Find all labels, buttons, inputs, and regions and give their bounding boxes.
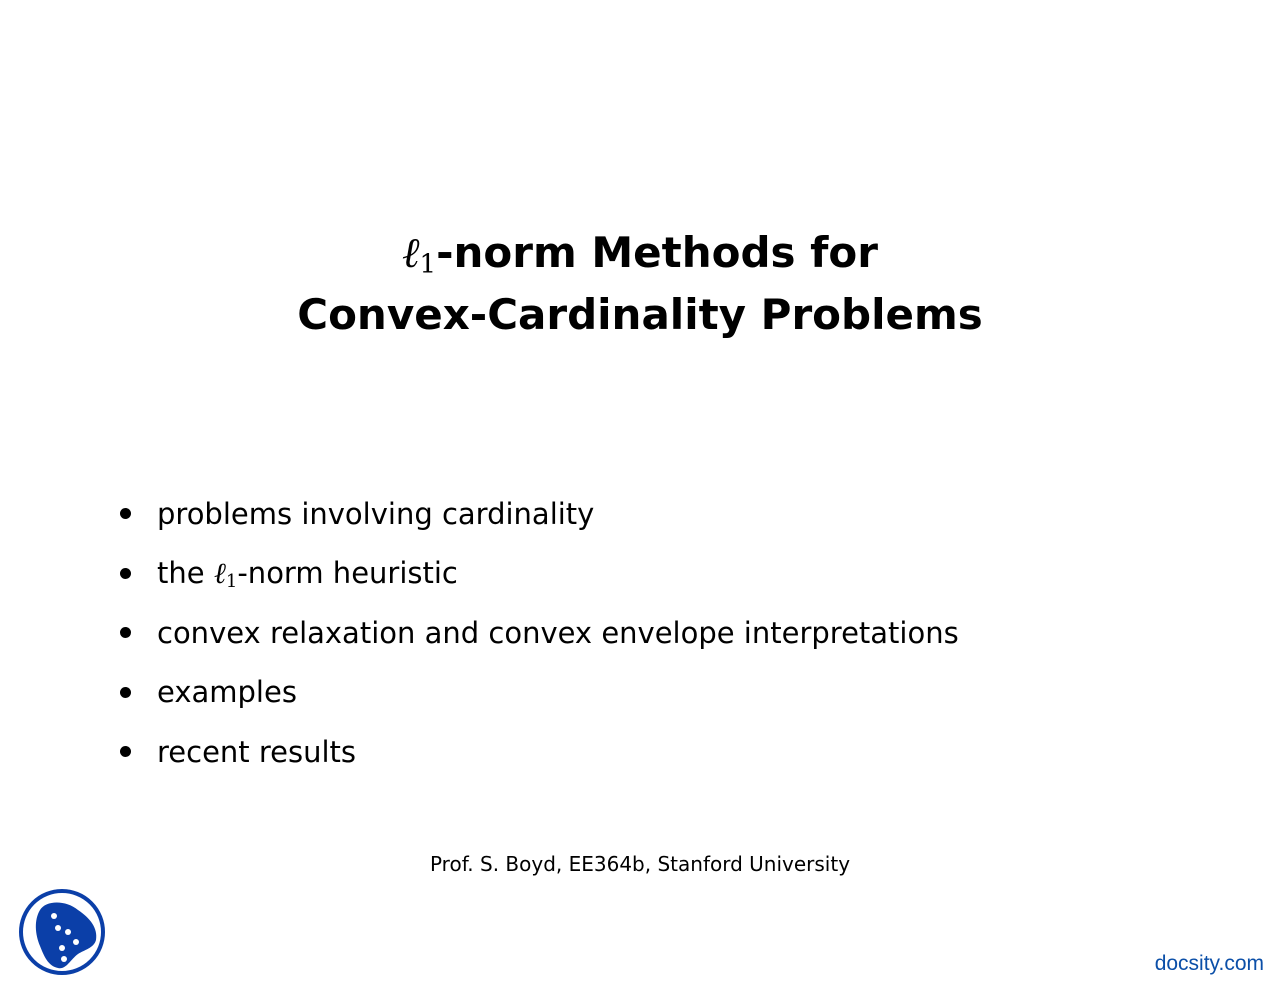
bullet-list — [120, 484, 959, 782]
bullet-dot-icon — [120, 746, 131, 757]
ell-subscript: 1 — [225, 570, 238, 592]
bullet-suffix: -norm heuristic — [237, 555, 458, 590]
bullet-item — [120, 544, 959, 604]
slide-title — [0, 222, 1280, 346]
bullet-item — [120, 722, 959, 782]
title-line-1 — [0, 222, 1280, 284]
bullet-dot-icon — [120, 568, 131, 579]
bullet-dot-icon — [120, 687, 131, 698]
bullet-dot-icon — [120, 627, 131, 638]
bullet-text: examples — [157, 675, 297, 710]
ell-subscript: 1 — [419, 249, 437, 280]
bullet-text: recent results — [157, 734, 357, 769]
bullet-dot-icon — [120, 508, 131, 519]
ell-symbol: ℓ — [213, 555, 226, 590]
bullet-text: convex relaxation and convex envelope interpretations — [157, 615, 959, 650]
slide-footer: Prof. S. Boyd, EE364b, Stanford University — [429, 852, 851, 876]
bullet-item — [120, 663, 959, 723]
title-line-2: Convex-Cardinality Problems — [297, 290, 983, 339]
ell-symbol: ℓ — [402, 228, 420, 277]
bullet-text — [157, 556, 458, 591]
bullet-item — [120, 484, 959, 544]
stanford-ee-logo-icon — [18, 888, 106, 976]
title-line-1-text: -norm Methods for — [436, 228, 878, 277]
bullet-item — [120, 603, 959, 663]
bullet-text: problems involving cardinality — [157, 496, 595, 531]
bullet-prefix: the — [157, 555, 214, 590]
docsity-watermark-link[interactable]: docsity.com — [1154, 952, 1264, 975]
